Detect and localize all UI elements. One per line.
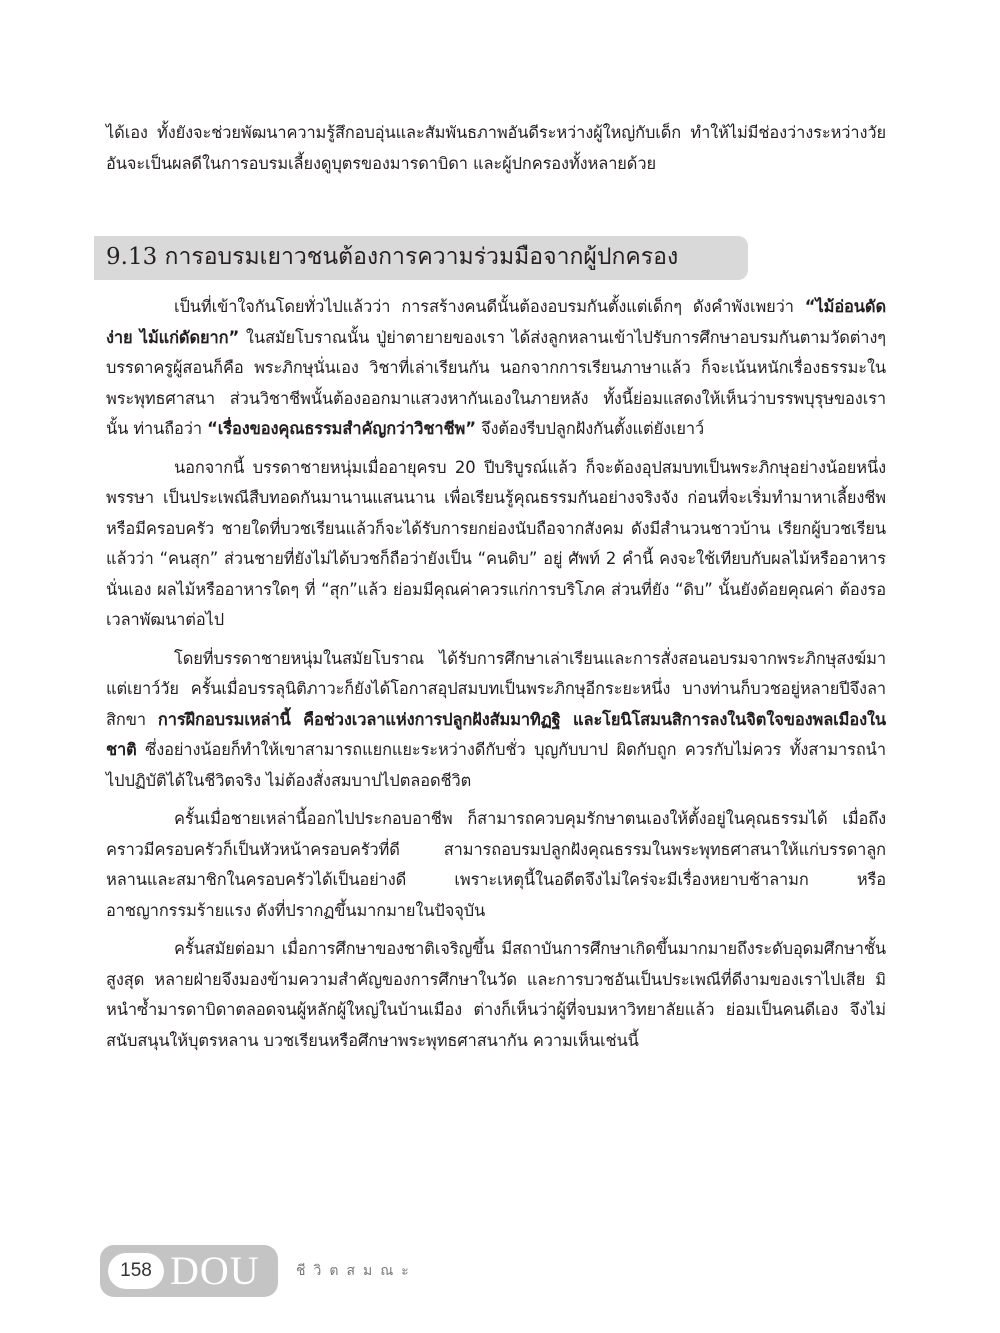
footer-badge: [100, 1245, 278, 1297]
p1-text-b: ในสมัยโบราณนั้น ปู่ย่าตายายของเรา ได้ส่งลูกหลานเข้าไปรับการศึกษาอบรมกันตามวัดต่างๆ บรรดาครูผู้สอนก็คือ พระภิกษุนั่นเอง วิชาที่เล่าเรียนกัน นอกจากการเรียนภาษาแล้ว ก็จะเน้นหนักเรื่องธรรมะในพระพุทธศาสนา ส่วนวิชาชีพนั้นต้องออกมาแสวงหากันเองในภายหลัง ทั้งนี้ย่อมแสดงให้เห็นว่าบรรพบุรุษของเรานั้น ท่านถือว่า: [106, 327, 886, 438]
paragraph-3: [106, 644, 886, 797]
paragraph-5: ครั้นสมัยต่อมา เมื่อการศึกษาของชาติเจริญขึ้น มีสถาบันการศึกษาเกิดขึ้นมากมายถึงระดับอุดมศึกษาชั้นสูงสุด หลายฝ่ายจึงมองข้ามความสำคัญของการศึกษาในวัด และการบวชอันเป็นประเพณีที่ดีงามของเราไปเสีย มิหนำซ้ำมารดาบิดาตลอดจนผู้หลักผู้ใหญ่ในบ้านเมือง ต่างก็เห็นว่าผู้ที่จบมหาวิทยาลัยแล้ว ย่อมเป็นคนดีเอง จึงไม่สนับสนุนให้บุตรหลาน บวชเรียนหรือศึกษาพระพุทธศาสนากัน ความเห็นเช่นนี้: [106, 939, 886, 1050]
p3-text-b: ซึ่งอย่างน้อยก็ทำให้เขาสามารถแยกแยะระหว่างดีกับชั่ว บุญกับบาป ผิดกับถูก ควรกับไม่ควร ทั้งสามารถนำไปปฏิบัติได้ในชีวิตจริง ไม่ต้องสั่งสมบาปไปตลอดชีวิต: [106, 740, 886, 790]
p3-emphasis: การฝึกอบรมเหล่านี้ คือช่วงเวลาแห่งการปลูกฝังสัมมาทิฏฐิ และโยนิโสมนสิการลงในจิตใจของพลเมืองในชาติ: [106, 709, 886, 759]
intro-text: ได้เอง ทั้งยังจะช่วยพัฒนาความรู้สึกอบอุ่นและสัมพันธภาพอันดีระหว่างผู้ใหญ่กับเด็ก ทำให้ไม่มีช่องว่างระหว่างวัย อันจะเป็นผลดีในการอบรมเลี้ยงดูบุตรของมารดาบิดา และผู้ปกครองทั้งหลายด้วย: [106, 123, 886, 173]
section-heading: 9.13 การอบรมเยาวชนต้องการความร่วมมือจากผู้ปกครอง: [106, 244, 679, 270]
page-number: 158: [108, 1253, 164, 1289]
paragraph-4: ครั้นเมื่อชายเหล่านี้ออกไปประกอบอาชีพ ก็สามารถควบคุมรักษาตนเองให้ตั้งอยู่ในคุณธรรมได้ เมื่อถึงคราวมีครอบครัวก็เป็นหัวหน้าครอบครัวที่ดี สามารถอบรมปลูกฝังคุณธรรมในพระพุทธศาสนาให้แก่บรรดาลูกหลานและสมาชิกในครอบครัวได้เป็นอย่างดี เพราะเหตุนี้ในอดีตจึงไม่ใคร่จะมีเรื่องหยาบช้าลามก หรืออาชญากรรมร้ายแรง ดังที่ปรากฏขึ้นมากมายในปัจจุบัน: [106, 809, 886, 920]
brand-logo: DOU: [170, 1248, 260, 1293]
paragraph-1: [106, 292, 886, 445]
p1-text-a: เป็นที่เข้าใจกันโดยทั่วไปแล้วว่า การสร้างคนดีนั้นต้องอบรมกันตั้งแต่เด็กๆ ดังคำพังเพยว่า: [174, 297, 805, 316]
intro-paragraph: [106, 118, 886, 179]
section-body: [106, 292, 886, 1064]
book-title: ชีวิตสมณะ: [296, 1263, 417, 1279]
p1-proverb: “ไม้อ่อนดัดง่าย ไม้แก่ดัดยาก”: [106, 297, 886, 347]
p3-text-a: โดยที่บรรดาชายหนุ่มในสมัยโบราณ ได้รับการศึกษาเล่าเรียนและการสั่งสอนอบรมจากพระภิกษุสงฆ์มาแต่เยาว์วัย ครั้นเมื่อบรรลุนิติภาวะก็ยังได้โอกาสอุปสมบทเป็นพระภิกษุอีกระยะหนึ่ง บางท่านก็บวชอยู่หลายปีจึงลาสิกขา: [106, 648, 886, 729]
paragraph-2: นอกจากนี้ บรรดาชายหนุ่มเมื่ออายุครบ 20 ปีบริบูรณ์แล้ว ก็จะต้องอุปสมบทเป็นพระภิกษุอย่างน้อยหนึ่งพรรษา เป็นประเพณีสืบทอดกันมานานแสนนาน เพื่อเรียนรู้คุณธรรมกันอย่างจริงจัง ก่อนที่จะเริ่มทำมาหาเลี้ยงชีพหรือมีครอบครัว ชายใดที่บวชเรียนแล้วก็จะได้รับการยกย่องนับถือจากสังคม ดังมีสำนวนชาวบ้าน เรียกผู้บวชเรียนแล้วว่า “คนสุก” ส่วนชายที่ยังไม่ได้บวชก็ถือว่ายังเป็น “คนดิบ” อยู่ ศัพท์ 2 คำนี้ คงจะใช้เทียบกับผลไม้หรืออาหารนั่นเอง ผลไม้หรืออาหารใดๆ ที่ “สุก”แล้ว ย่อมมีคุณค่าควรแก่การบริโภค ส่วนที่ยัง “ดิบ” นั้นยังด้อยคุณค่า ต้องรอเวลาพัฒนาต่อไป: [106, 457, 886, 629]
p1-emphasis: “เรื่องของคุณธรรมสำคัญกว่าวิชาชีพ”: [207, 419, 476, 438]
section-heading-bar: [94, 236, 748, 280]
p1-text-c: จึงต้องรีบปลูกฝังกันตั้งแต่ยังเยาว์: [475, 419, 705, 438]
